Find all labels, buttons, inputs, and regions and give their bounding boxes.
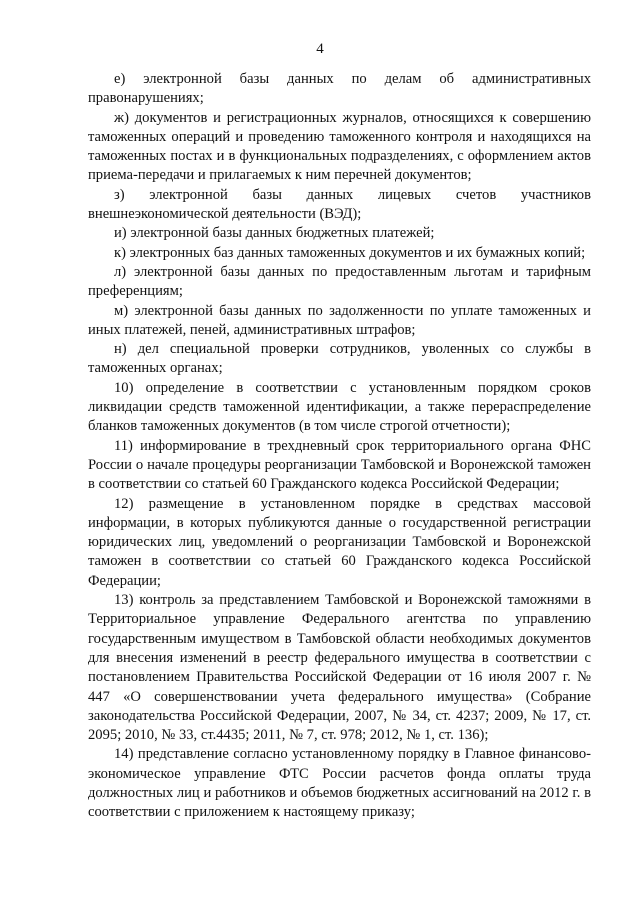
paragraph-e-admin-offenses-database: е) электронной базы данных по делам об административных правонарушениях; bbox=[88, 71, 591, 107]
paragraph-10-identification-liquidation: 10) определение в соответствии с установленным порядком сроков ликвидации средств таможенной идентификации, а также перераспределение бланков таможенных документов (в том числе строгой отчетности); bbox=[88, 379, 591, 435]
page-number: 4 bbox=[316, 41, 324, 57]
paragraph-m-debt-database: м) электронной базы данных по задолженности по уплате таможенных и иных платежей, пеней, административных штрафов; bbox=[88, 302, 591, 338]
paragraph-11-fns-notification: 11) информирование в трехдневный срок территориального органа ФНС России о начале процедуры реорганизации Тамбовской и Воронежской таможен в соответствии со статьей 60 Гражданского кодекса Российской Федерации; bbox=[88, 437, 591, 493]
paragraph-14-payroll-budget-submission: 14) представление согласно установленному порядку в Главное финансово-экономическое управление ФТС России расчетов фонда оплаты труда должностных лиц и работников и объемов бюджетных ассигнований на 2012 г. в соответствии с приложением к настоящему приказу; bbox=[88, 746, 591, 821]
paragraph-z-personal-accounts-database: з) электронной базы данных лицевых счетов участников внешнеэкономической деятельности (ВЭД); bbox=[88, 186, 591, 223]
paragraph-l-benefits-preferences-database: л) электронной базы данных по предоставленным льготам и тарифным преференциям; bbox=[88, 263, 591, 300]
paragraph-k-customs-documents-databases: к) электронных баз данных таможенных документов и их бумажных копий; bbox=[114, 244, 586, 261]
paragraph-zh-customs-registration-journals: ж) документов и регистрационных журналов, относящихся к совершению таможенных операций и проведению таможенного контроля и находящихся на таможенных постах и в функциональных подразделениях, с оформлением актов приема-передачи и прилагаемых к ним перечней документов; bbox=[88, 109, 591, 184]
paragraph-13-property-registry-control: 13) контроль за представлением Тамбовской и Воронежской таможнями в Территориальное управление Федерального агентства по управлению государственным имуществом в Тамбовской области необходимых документов для внесения изменений в реестр федерального имущества в соответствии с постановлением Правительства Российской Федерации от 16 июля 2007 г. № 447 «О совершенствовании учета федерального имущества» (Собрание законодательства Российской Федерации, 2007, № 34, ст. 4237; 2009, № 17, ст. 2095; 2010, № 33, ст.4435; 2011, № 7, ст. 978; 2012, № 1, ст. 136); bbox=[88, 592, 591, 744]
paragraph-n-special-inspection-files: н) дел специальной проверки сотрудников, уволенных со службы в таможенных органах; bbox=[88, 341, 591, 377]
paragraph-i-budget-payments-database: и) электронной базы данных бюджетных платежей; bbox=[114, 225, 435, 242]
document-body bbox=[88, 70, 591, 823]
paragraph-12-media-publication: 12) размещение в установленном порядке в средствах массовой информации, в которых публикуются данные о государственной регистрации юридических лиц, уведомлений о реорганизации Тамбовской и Воронежской таможен в соответствии со статьей 60 Гражданского кодекса Российской Федерации; bbox=[88, 495, 591, 589]
